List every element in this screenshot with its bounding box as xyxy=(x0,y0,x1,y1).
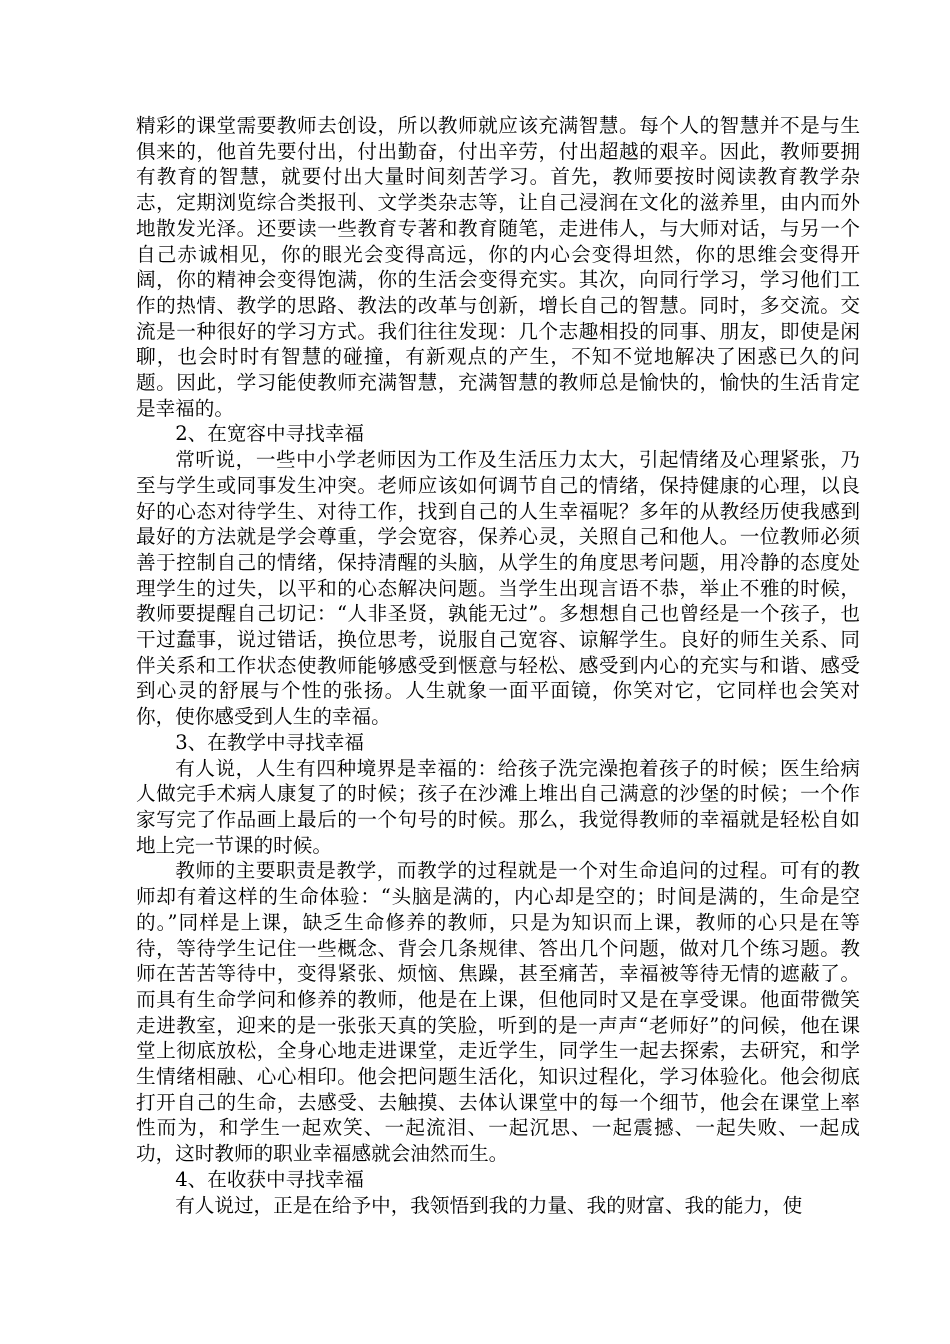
paragraph-wisdom: 精彩的课堂需要教师去创设，所以教师就应该充满智慧。每个人的智慧并不是与生俱来的，他首先要付出，付出勤奋，付出辛劳，付出超越的艰辛。因此，教师要拥有教育的智慧，就要付出大量时间刻苦学习。首先，教师要按时阅读教育教学杂志，定期浏览综合类报刊、文学类杂志等，让自己浸润在文化的滋养里，由内而外地散发光泽。还要读一些教育专著和教育随笔，走进伟人，与大师对话，与另一个自己赤诚相见，你的眼光会变得高远，你的内心会变得坦然，你的思维会变得开阔，你的精神会变得饱满，你的生活会变得充实。其次，向同行学习，学习他们工作的热情、教学的思路、教法的改革与创新，增长自己的智慧。同时，多交流。交流是一种很好的学习方式。我们往往发现：几个志趣相投的同事、朋友，即使是闲聊，也会时时有智慧的碰撞，有新观点的产生，不知不觉地解决了困惑已久的问题。因此，学习能使教师充满智慧，充满智慧的教师总是愉快的，愉快的生活肯定是幸福的。 xyxy=(136,114,860,420)
paragraph-harvest: 有人说过，正是在给予中，我领悟到我的力量、我的财富、我的能力，使 xyxy=(175,1193,803,1217)
document-page xyxy=(136,113,860,1218)
paragraph-tolerance: 常听说，一些中小学老师因为工作及生活压力太大，引起情绪及心理紧张，乃至与学生或同事发生冲突。老师应该如何调节自己的情绪，保持健康的心理，以良好的心态对待学生、对待工作，找到自己的人生幸福呢？多年的从教经历使我感到最好的方法就是学会尊重，学会宽容，保养心灵，关照自己和他人。一位教师必须善于控制自己的情绪，保持清醒的头脑，从学生的角度思考问题，用冷静的态度处理学生的过失，以平和的心态解决问题。当学生出现言语不恭，举止不雅的时候，教师要提醒自己切记：“人非圣贤，孰能无过”。多想想自己也曾经是一个孩子，也干过蠢事，说过错话，换位思考，说服自己宽容、谅解学生。良好的师生关系、同伴关系和工作状态使教师能够感受到惬意与轻松、感受到内心的充实与和谐、感受到心灵的舒展与个性的张扬。人生就象一面平面镜，你笑对它，它同样也会笑对你，使你感受到人生的幸福。 xyxy=(136,448,860,729)
paragraph-teaching-life: 教师的主要职责是教学，而教学的过程就是一个对生命追问的过程。可有的教师却有着这样的生命体验：“头脑是满的，内心却是空的；时间是满的，生命是空的。”同样是上课，缺乏生命修养的教师，只是为知识而上课，教师的心只是在等待，等待学生记住一些概念、背会几条规律、答出几个问题，做对几个练习题。教师在苦苦等待中，变得紧张、烦恼、焦躁，甚至痛苦，幸福被等待无情的遮蔽了。而具有生命学问和修养的教师，他是在上课，但他同时又是在享受课。他面带微笑走进教室，迎来的是一张张天真的笑脸，听到的是一声声“老师好”的问候，他在课堂上彻底放松，全身心地走进课堂，走近学生，同学生一起去探索，去研究，和学生情绪相融、心心相印。他会把问题生活化，知识过程化，学习体验化。他会彻底打开自己的生命，去感受、去触摸、去体认课堂中的每一个细节，他会在课堂上率性而为，和学生一起欢笑、一起流泪、一起沉思、一起震撼、一起失败、一起成功，这时教师的职业幸福感就会油然而生。 xyxy=(136,859,860,1166)
section-heading-teaching: 3、在教学中寻找幸福 xyxy=(175,730,364,754)
section-heading-tolerance: 2、在宽容中寻找幸福 xyxy=(175,422,364,446)
section-heading-harvest: 4、在收获中寻找幸福 xyxy=(175,1167,364,1191)
paragraph-teaching-intro: 有人说，人生有四种境界是幸福的：给孩子洗完澡抱着孩子的时候；医生给病人做完手术病人康复了的时候；孩子在沙滩上堆出自己满意的沙堡的时候；一个作家写完了作品画上最后的一个句号的时候。那么，我觉得教师的幸福就是轻松自如地上完一节课的时候。 xyxy=(136,756,860,857)
